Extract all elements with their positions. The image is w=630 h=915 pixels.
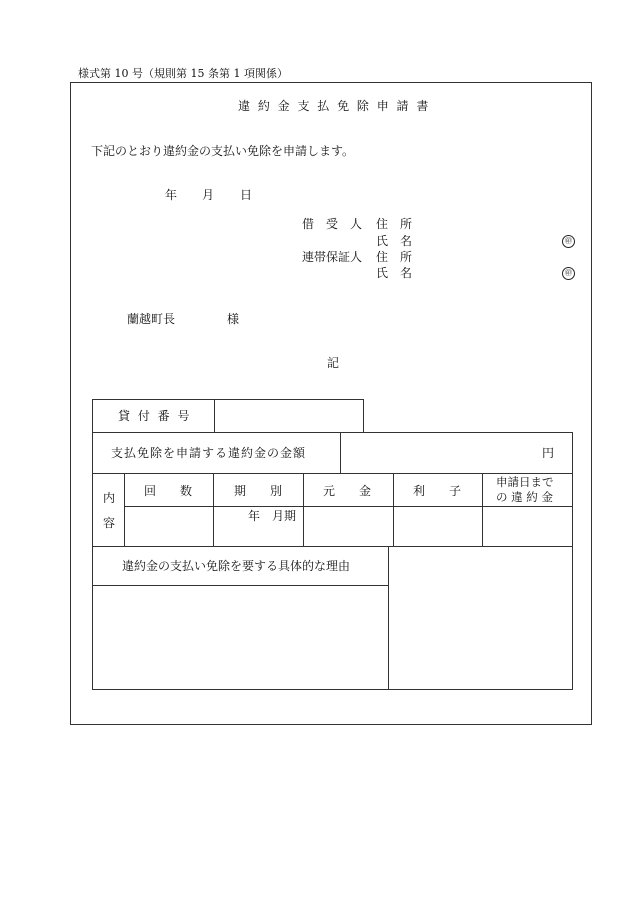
interest-field[interactable] xyxy=(395,508,481,546)
penalty-field[interactable] xyxy=(484,508,572,546)
reason-side-field[interactable] xyxy=(390,548,571,688)
borrower-seal-icon: ㊞ xyxy=(562,235,575,248)
guarantor-name-label: 氏 名 xyxy=(376,266,413,280)
ki-heading: 記 xyxy=(327,356,340,370)
col-penalty-header-line2: の 違 約 金 xyxy=(496,490,553,504)
col-times-header: 回 数 xyxy=(144,484,193,498)
amount-label: 支払免除を申請する違約金の金額 xyxy=(111,446,307,460)
guarantor-label: 連帯保証人 xyxy=(302,250,363,264)
guarantor-address-label: 住 所 xyxy=(376,250,413,264)
date-month: 月 xyxy=(202,188,215,202)
form-number: 様式第 10 号（規則第 15 条第 1 項関係） xyxy=(78,67,288,80)
principal-field[interactable] xyxy=(305,508,391,546)
amount-unit: 円 xyxy=(542,446,555,460)
addressee-name: 蘭越町長 xyxy=(127,312,176,326)
document-title: 違 約 金 支 払 免 除 申 請 書 xyxy=(238,99,431,113)
col-period-header: 期 別 xyxy=(234,484,283,498)
col-principal-header: 元 金 xyxy=(323,484,372,498)
detail-label-char-1: 内 xyxy=(103,491,116,505)
reason-field[interactable] xyxy=(94,587,386,688)
loan-number-label: 貸 付 番 号 xyxy=(118,409,192,423)
col-interest-header: 利 子 xyxy=(413,484,462,498)
addressee-honorific: 様 xyxy=(227,312,240,326)
guarantor-seal-icon: ㊞ xyxy=(562,267,575,280)
loan-number-field[interactable] xyxy=(216,401,362,431)
detail-label-char-2: 容 xyxy=(103,516,116,530)
borrower-name-label: 氏 名 xyxy=(376,234,413,248)
times-field[interactable] xyxy=(126,508,212,546)
amount-field[interactable] xyxy=(342,434,532,472)
borrower-label: 借 受 人 xyxy=(302,217,363,231)
period-value: 年 月期 xyxy=(248,509,297,523)
borrower-address-label: 住 所 xyxy=(376,217,413,231)
intro-text: 下記のとおり違約金の支払い免除を申請します。 xyxy=(91,144,355,158)
date-day: 日 xyxy=(240,188,253,202)
date-year: 年 xyxy=(165,188,178,202)
col-penalty-header-line1: 申請日まで xyxy=(496,475,554,489)
reason-label: 違約金の支払い免除を要する具体的な理由 xyxy=(122,559,351,573)
